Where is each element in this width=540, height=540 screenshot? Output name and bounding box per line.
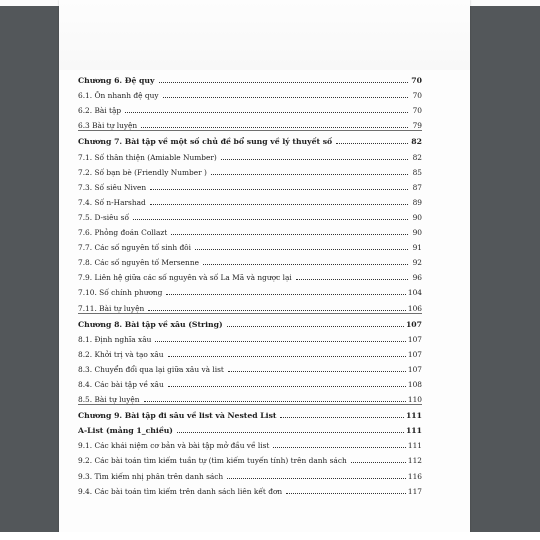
toc-page-number: 116: [407, 471, 422, 481]
toc-page-number: 92: [412, 258, 422, 268]
toc-section-row: [78, 282, 422, 297]
toc-entry-title: 7.7. Các số nguyên tố sinh đôi: [78, 243, 191, 253]
toc-entry-title: Chương 6. Đệ quy: [78, 76, 155, 86]
toc-chapter-row: [78, 420, 422, 435]
toc-chapter-row: [78, 130, 422, 146]
toc-section-row: [78, 85, 422, 100]
toc-page-number: 104: [407, 288, 422, 298]
dot-leader: [203, 264, 408, 265]
dot-leader: [150, 189, 408, 190]
toc-page-number: 82: [412, 152, 422, 162]
toc-entry-title: 8.2. Khởi trị và tạo xâu: [78, 349, 164, 359]
toc-page-number: 70: [412, 91, 422, 101]
toc-page-number: 111: [407, 441, 422, 451]
toc-page-number: 87: [412, 182, 422, 192]
toc-section-row: [78, 435, 422, 450]
dot-leader: [227, 478, 406, 479]
toc-chapter-row: [78, 313, 422, 329]
toc-page-number: 107: [405, 319, 422, 329]
toc-section-row: [78, 100, 422, 115]
toc-page-number: 90: [412, 228, 422, 238]
toc-entry-title: 9.3. Tìm kiếm nhị phân trên danh sách: [78, 471, 224, 481]
toc-entry-title: 6.2. Bài tập: [78, 106, 122, 116]
dot-leader: [163, 97, 408, 98]
toc-page-number: 107: [407, 349, 422, 359]
toc-entry-title: Chương 9. Bài tập đi sâu về list và Nested List: [78, 411, 277, 421]
toc-chapter-row: [78, 70, 422, 85]
dot-leader: [125, 112, 408, 113]
toc-page-number: 79: [412, 121, 422, 131]
toc-section-row: [78, 359, 422, 374]
toc-page-number: 106: [407, 303, 422, 313]
toc-page-number: 117: [407, 486, 422, 496]
dot-leader: [227, 326, 404, 327]
toc-entry-title: 7.9. Liên hệ giữa các số nguyên và số La Mã và ngược lại: [78, 273, 292, 283]
dot-leader: [168, 386, 406, 387]
dot-leader: [280, 417, 403, 418]
toc-page-number: 70: [411, 76, 422, 86]
dot-leader: [155, 341, 406, 342]
toc-entry-title: 7.6. Phỏng đoán Collazt: [78, 228, 168, 238]
toc-section-row: [78, 192, 422, 207]
toc-entry-title: 7.11. Bài tự luyện: [78, 303, 145, 313]
dot-leader: [211, 174, 408, 175]
toc-entry-title: 7.2. Số bạn bè (Friendly Number ): [78, 167, 207, 177]
toc-section-row: [78, 374, 422, 389]
toc-page-number: 107: [407, 364, 422, 374]
toc-section-row: [78, 389, 422, 404]
toc-entry-title: 7.1. Số thân thiện (Amiable Number): [78, 152, 217, 162]
toc-section-row: [78, 115, 422, 130]
toc-entry-title: 9.4. Các bài toán tìm kiếm trên danh sách liên kết đơn: [78, 486, 283, 496]
dot-leader: [171, 234, 408, 235]
dot-leader: [144, 401, 406, 402]
toc-entry-title: 7.10. Số chính phương: [78, 288, 163, 298]
toc-entry-title: Chương 8. Bài tập về xâu (String): [78, 319, 223, 329]
toc-entry-title: Chương 7. Bài tập về một số chủ đề bổ sung về lý thuyết số: [78, 137, 333, 147]
dot-leader: [228, 371, 406, 372]
dot-leader: [273, 447, 406, 448]
toc-section-row: [78, 252, 422, 267]
toc-entry-title: 6.3 Bài tự luyện: [78, 121, 138, 131]
table-of-contents: [78, 70, 422, 496]
dot-leader: [150, 204, 408, 205]
toc-section-row: [78, 329, 422, 344]
toc-chapter-row: [78, 404, 422, 420]
toc-section-row: [78, 481, 422, 496]
toc-page-number: 96: [412, 273, 422, 283]
toc-section-row: [78, 146, 422, 161]
dot-leader: [296, 279, 408, 280]
toc-page-number: 90: [412, 212, 422, 222]
dot-leader: [336, 143, 408, 144]
toc-section-row: [78, 450, 422, 465]
dot-leader: [148, 310, 406, 311]
toc-entry-title: A-List (mảng 1_chiều): [78, 426, 173, 436]
toc-page-number: 89: [412, 197, 422, 207]
toc-entry-title: 8.5. Bài tự luyện: [78, 395, 140, 405]
toc-entry-title: 8.4. Các bài tập về xâu: [78, 379, 164, 389]
toc-section-row: [78, 465, 422, 480]
toc-section-row: [78, 222, 422, 237]
toc-entry-title: 9.2. Các bài toán tìm kiếm tuần tự (tìm kiếm tuyến tính) trên danh sách: [78, 456, 347, 466]
toc-page-number: 111: [405, 411, 422, 421]
toc-page-number: 112: [407, 456, 422, 466]
toc-entry-title: 7.3. Số siêu Niven: [78, 182, 147, 192]
toc-page-number: 85: [412, 167, 422, 177]
toc-entry-title: 9.1. Các khái niệm cơ bản và bài tập mở đầu về list: [78, 441, 270, 451]
page-top-shade: [59, 0, 470, 70]
toc-section-row: [78, 297, 422, 312]
dot-leader: [286, 493, 406, 494]
toc-page-number: 91: [412, 243, 422, 253]
dot-leader: [141, 127, 408, 128]
toc-section-row: [78, 237, 422, 252]
toc-entry-title: 8.1. Định nghĩa xâu: [78, 334, 152, 344]
toc-entry-title: 8.3. Chuyển đổi qua lại giữa xâu và list: [78, 364, 224, 374]
dot-leader: [168, 356, 406, 357]
toc-page-number: 111: [405, 426, 422, 436]
dot-leader: [221, 159, 408, 160]
viewer-bottom-edge: [0, 532, 540, 540]
toc-page-number: 107: [407, 334, 422, 344]
dot-leader: [166, 294, 405, 295]
toc-section-row: [78, 267, 422, 282]
toc-entry-title: 7.5. D-siêu số: [78, 212, 129, 222]
toc-page-number: 110: [407, 395, 422, 405]
toc-page-number: 70: [412, 106, 422, 116]
toc-section-row: [78, 177, 422, 192]
toc-page-number: 108: [407, 379, 422, 389]
toc-page-number: 82: [411, 137, 422, 147]
toc-entry-title: 7.4. Số n-Harshad: [78, 197, 146, 207]
toc-section-row: [78, 207, 422, 222]
dot-leader: [177, 432, 404, 433]
toc-section-row: [78, 162, 422, 177]
toc-entry-title: 6.1. Ôn nhanh đệ quy: [78, 91, 159, 101]
dot-leader: [159, 82, 409, 83]
toc-entry-title: 7.8. Các số nguyên tố Mersenne: [78, 258, 199, 268]
dot-leader: [133, 219, 408, 220]
dot-leader: [351, 462, 406, 463]
toc-section-row: [78, 344, 422, 359]
dot-leader: [195, 249, 408, 250]
